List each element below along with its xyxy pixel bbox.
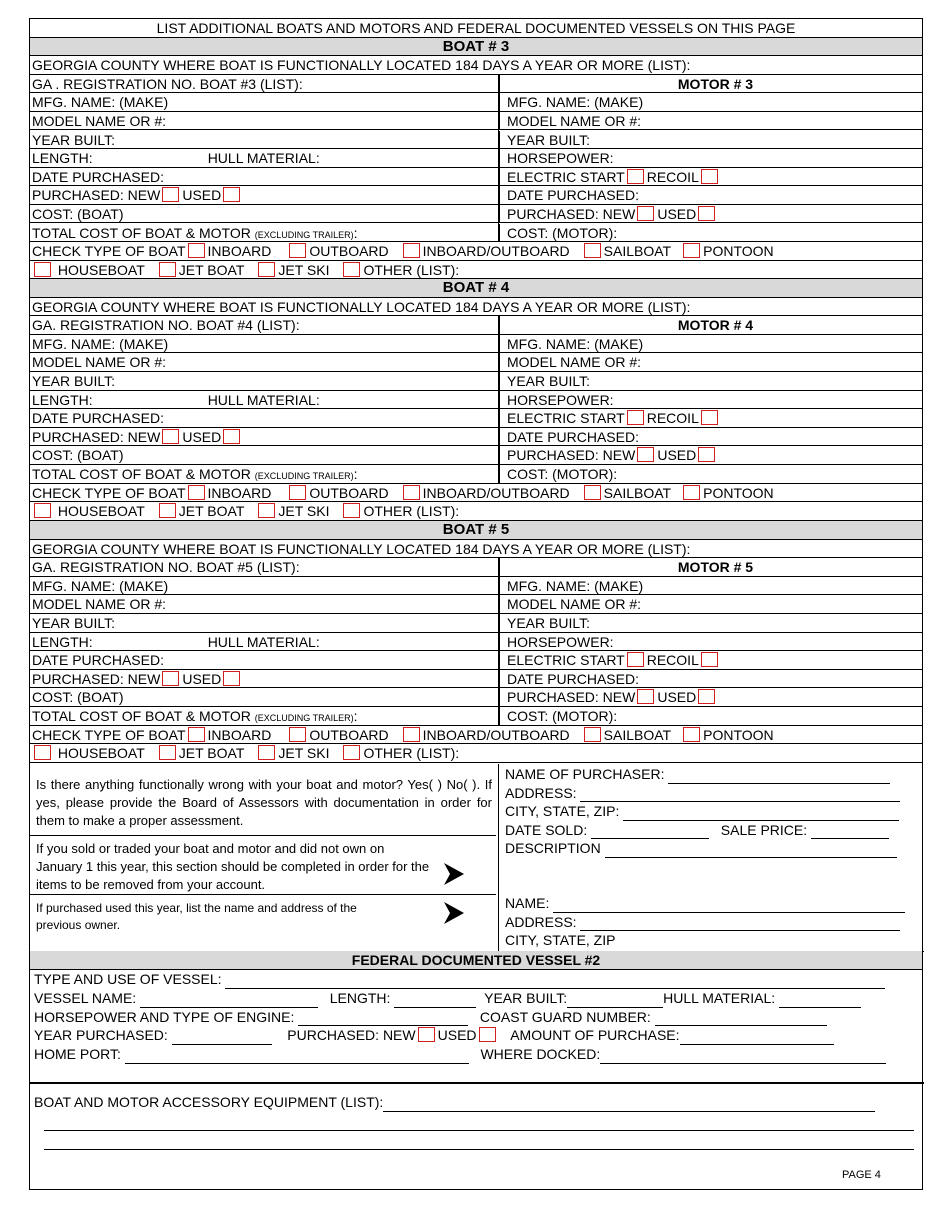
- form-row: [30, 75, 922, 94]
- previous-owner-city-label: CITY, STATE, ZIP: [505, 932, 616, 948]
- vessel-title-text: FEDERAL DOCUMENTED VESSEL #2: [351, 952, 601, 968]
- pontoon-label: PONTOON: [703, 243, 774, 260]
- horsepower-label: HORSEPOWER:: [507, 391, 614, 408]
- boat-used-label: USED: [182, 187, 222, 204]
- form-row: [30, 205, 922, 224]
- form-row: [30, 521, 922, 540]
- boat-used-label: USED: [182, 670, 222, 687]
- vessel-name-label: VESSEL NAME:: [34, 989, 137, 1006]
- houseboat-checkbox[interactable]: [34, 745, 51, 760]
- vessel-used-label: USED: [437, 1027, 477, 1044]
- description-field[interactable]: [605, 845, 897, 858]
- form-row: [30, 428, 922, 447]
- sailboat-checkbox[interactable]: [584, 485, 601, 500]
- hull-label: HULL MATERIAL:: [207, 150, 320, 167]
- form-row: [30, 651, 922, 670]
- inboard-label: INBOARD: [207, 726, 272, 743]
- horsepower-label: HORSEPOWER:: [507, 150, 614, 167]
- purchaser-address-field[interactable]: [580, 789, 900, 802]
- form-row: [30, 224, 922, 243]
- jet-boat-label: JET BOAT: [178, 503, 245, 520]
- form-row: [30, 372, 922, 391]
- boat-new-checkbox[interactable]: [162, 429, 179, 444]
- motor-year-label: YEAR BUILT:: [507, 131, 590, 148]
- other-checkbox[interactable]: [343, 262, 360, 277]
- boat-date-label: DATE PURCHASED:: [32, 410, 164, 427]
- home-port-label: HOME PORT:: [34, 1046, 121, 1063]
- registration-label: GA . REGISTRATION NO. BOAT #3 (LIST):: [32, 75, 303, 92]
- other-label: OTHER (LIST):: [363, 261, 460, 278]
- arrow-right-icon: [442, 861, 466, 887]
- form-row: [30, 633, 922, 652]
- boat-used-checkbox[interactable]: [223, 187, 240, 202]
- boat-date-label: DATE PURCHASED:: [32, 652, 164, 669]
- sale-price-label: SALE PRICE:: [720, 821, 808, 838]
- check-type-label: CHECK TYPE OF BOAT: [32, 484, 186, 501]
- inboard-outboard-checkbox[interactable]: [403, 727, 420, 742]
- arrow-right-icon: [442, 900, 466, 926]
- jet-ski-checkbox[interactable]: [258, 745, 275, 760]
- year-purchased-field[interactable]: [172, 1032, 272, 1045]
- boat-new-checkbox[interactable]: [162, 671, 179, 686]
- houseboat-label: HOUSEBOAT: [57, 745, 145, 762]
- motor-year-label: YEAR BUILT:: [507, 373, 590, 389]
- vessel-block: [34, 970, 918, 1064]
- form-row: [30, 391, 922, 410]
- motor-date-label: DATE PURCHASED:: [507, 670, 639, 687]
- home-port-field[interactable]: [125, 1051, 469, 1064]
- outboard-label: OUTBOARD: [309, 243, 389, 260]
- inboard-outboard-label: INBOARD/OUTBOARD: [422, 726, 570, 743]
- jet-boat-label: JET BOAT: [178, 261, 245, 278]
- horsepower-label: HORSEPOWER:: [507, 633, 614, 650]
- motor-new-checkbox[interactable]: [637, 689, 654, 704]
- boat-used-label: USED: [182, 428, 222, 445]
- boat-model-label: MODEL NAME OR #:: [32, 112, 167, 129]
- year-purchased-label: YEAR PURCHASED:: [34, 1027, 168, 1044]
- houseboat-label: HOUSEBOAT: [57, 503, 145, 520]
- purchaser-name-label: NAME OF PURCHASER:: [505, 766, 665, 782]
- jet-boat-checkbox[interactable]: [159, 503, 176, 518]
- total-colon: :: [353, 708, 358, 724]
- vessel-new-label: PURCHASED: NEW: [287, 1027, 416, 1044]
- motor-used-label: USED: [657, 447, 697, 464]
- houseboat-checkbox[interactable]: [34, 503, 51, 518]
- jet-ski-checkbox[interactable]: [258, 503, 275, 518]
- jet-ski-label: JET SKI: [278, 745, 330, 762]
- form-row: [30, 502, 922, 521]
- inboard-checkbox[interactable]: [188, 727, 205, 742]
- boat-model-label: MODEL NAME OR #:: [32, 354, 167, 371]
- motor-mfg-label: MFG. NAME: (MAKE): [507, 335, 644, 352]
- sale-price-field[interactable]: [811, 826, 889, 839]
- jet-boat-checkbox[interactable]: [159, 745, 176, 760]
- previous-owner-block: [505, 894, 905, 950]
- inboard-checkbox[interactable]: [188, 485, 205, 500]
- form-row: [30, 335, 922, 354]
- condition-question: Is there anything functionally wrong with your boat and motor? Yes( ) No( ). If yes, please provide the Board of Assessors with documentation in order for them to make a proper assessment.: [36, 777, 492, 828]
- hull-label: HULL MATERIAL:: [207, 633, 320, 650]
- jet-ski-label: JET SKI: [278, 503, 330, 520]
- motor-new-label: PURCHASED: NEW: [507, 205, 636, 222]
- boat-used-checkbox[interactable]: [223, 671, 240, 686]
- form-row: [30, 688, 922, 707]
- excluding-trailer-label: (EXCLUDING TRAILER): [254, 229, 354, 240]
- previous-owner-name-field[interactable]: [553, 900, 905, 913]
- sale-section: [30, 764, 924, 952]
- vessel-year-field[interactable]: [567, 995, 663, 1008]
- recoil-label: RECOIL: [646, 168, 699, 185]
- boat-year-label: YEAR BUILT:: [32, 615, 115, 631]
- motor-new-checkbox[interactable]: [637, 206, 654, 221]
- county-label: GEORGIA COUNTY WHERE BOAT IS FUNCTIONALLY LOCATED 184 DAYS A YEAR OR MORE (LIST):: [32, 57, 691, 74]
- check-type-label: CHECK TYPE OF BOAT: [32, 726, 186, 743]
- accessory-label: BOAT AND MOTOR ACCESSORY EQUIPMENT (LIST):: [34, 1094, 384, 1110]
- column-divider: [498, 75, 499, 242]
- form-row: [30, 261, 922, 280]
- motor-used-label: USED: [657, 205, 697, 222]
- motor-used-checkbox[interactable]: [698, 206, 715, 221]
- sailboat-checkbox[interactable]: [584, 243, 601, 258]
- page-number: PAGE 4: [842, 1169, 881, 1181]
- column-divider: [498, 558, 499, 725]
- registration-label: GA. REGISTRATION NO. BOAT #5 (LIST):: [32, 559, 300, 576]
- houseboat-checkbox[interactable]: [34, 262, 51, 277]
- form-row: [30, 56, 922, 75]
- inboard-outboard-label: INBOARD/OUTBOARD: [422, 484, 570, 501]
- purchaser-city-field[interactable]: [623, 808, 899, 821]
- jet-ski-label: JET SKI: [278, 261, 330, 278]
- boat-new-label: PURCHASED: NEW: [32, 187, 161, 204]
- boat-new-checkbox[interactable]: [162, 187, 179, 202]
- length-label: LENGTH:: [32, 150, 93, 167]
- motor-mfg-label: MFG. NAME: (MAKE): [507, 94, 644, 111]
- purchaser-city-label: CITY, STATE, ZIP:: [505, 803, 620, 819]
- cost-boat-label: COST: (BOAT): [32, 689, 124, 706]
- form-row: [30, 540, 922, 559]
- motor-year-label: YEAR BUILT:: [507, 615, 590, 631]
- motor-new-label: PURCHASED: NEW: [507, 689, 636, 706]
- motor-model-label: MODEL NAME OR #:: [507, 354, 642, 371]
- boat-title: BOAT # 5: [442, 521, 510, 538]
- coast-guard-field[interactable]: [655, 1013, 827, 1026]
- sold-note: If you sold or traded your boat and motor and did not own on January 1 this year, this section should be completed in order for the items to be removed from your account.: [36, 841, 430, 892]
- length-label: LENGTH:: [32, 391, 93, 408]
- motor-used-label: USED: [657, 689, 697, 706]
- boat-date-label: DATE PURCHASED:: [32, 168, 164, 185]
- recoil-checkbox[interactable]: [701, 652, 718, 667]
- jet-ski-checkbox[interactable]: [258, 262, 275, 277]
- pontoon-checkbox[interactable]: [683, 243, 700, 258]
- electric-start-checkbox[interactable]: [627, 410, 644, 425]
- jet-boat-checkbox[interactable]: [159, 262, 176, 277]
- sailboat-label: SAILBOAT: [603, 243, 672, 260]
- where-docked-label: WHERE DOCKED:: [480, 1046, 601, 1063]
- form-row: [30, 38, 922, 57]
- form-row: [30, 112, 922, 131]
- column-divider: [498, 316, 499, 483]
- vessel-year-label: YEAR BUILT:: [484, 989, 568, 1006]
- accessory-field-2[interactable]: [44, 1118, 914, 1131]
- purchaser-name-field[interactable]: [668, 771, 890, 784]
- electric-start-checkbox[interactable]: [627, 169, 644, 184]
- boat-new-label: PURCHASED: NEW: [32, 428, 161, 445]
- form-row: [30, 353, 922, 372]
- pontoon-checkbox[interactable]: [683, 485, 700, 500]
- houseboat-label: HOUSEBOAT: [57, 261, 145, 278]
- previous-owner-name-label: NAME:: [505, 895, 550, 911]
- pontoon-label: PONTOON: [703, 726, 774, 743]
- hull-label: HULL MATERIAL:: [207, 391, 320, 408]
- pontoon-label: PONTOON: [703, 484, 774, 501]
- motor-mfg-label: MFG. NAME: (MAKE): [507, 577, 644, 594]
- boat-year-label: YEAR BUILT:: [32, 131, 115, 148]
- total-colon: :: [353, 224, 358, 241]
- vessel-used-checkbox[interactable]: [479, 1027, 496, 1042]
- form-row: [30, 168, 922, 187]
- form-row: [30, 149, 922, 168]
- sailboat-label: SAILBOAT: [603, 484, 672, 501]
- cost-motor-label: COST: (MOTOR):: [507, 708, 618, 724]
- electric-start-checkbox[interactable]: [627, 652, 644, 667]
- coast-guard-label: COAST GUARD NUMBER:: [479, 1008, 651, 1025]
- vessel-new-checkbox[interactable]: [418, 1027, 435, 1042]
- excluding-trailer-label: (EXCLUDING TRAILER): [254, 471, 354, 481]
- used-note: If purchased used this year, list the name and address of the previous owner.: [36, 901, 357, 932]
- vessel-name-field[interactable]: [140, 995, 318, 1008]
- cost-motor-label: COST: (MOTOR):: [507, 224, 618, 241]
- type-use-label: TYPE AND USE OF VESSEL:: [34, 971, 222, 987]
- inboard-outboard-label: INBOARD/OUTBOARD: [422, 243, 570, 260]
- boat-mfg-label: MFG. NAME: (MAKE): [32, 335, 169, 352]
- form-row: [30, 409, 922, 428]
- total-cost-label: TOTAL COST OF BOAT & MOTOR: [32, 224, 251, 241]
- form-row: [30, 595, 922, 614]
- boat-mfg-label: MFG. NAME: (MAKE): [32, 577, 169, 594]
- check-type-label: CHECK TYPE OF BOAT: [32, 243, 186, 260]
- outboard-label: OUTBOARD: [309, 484, 389, 501]
- registration-label: GA. REGISTRATION NO. BOAT #4 (LIST):: [32, 317, 300, 334]
- form-row: [30, 465, 922, 484]
- cost-boat-label: COST: (BOAT): [32, 205, 124, 222]
- recoil-checkbox[interactable]: [701, 410, 718, 425]
- date-sold-label: DATE SOLD:: [505, 821, 588, 838]
- amount-field[interactable]: [680, 1032, 834, 1045]
- form-row: [30, 614, 922, 633]
- recoil-label: RECOIL: [646, 652, 699, 669]
- motor-model-label: MODEL NAME OR #:: [507, 596, 642, 613]
- vessel-hull-label: HULL MATERIAL:: [663, 989, 776, 1006]
- county-label: GEORGIA COUNTY WHERE BOAT IS FUNCTIONALLY LOCATED 184 DAYS A YEAR OR MORE (LIST):: [32, 298, 691, 315]
- date-sold-field[interactable]: [591, 826, 709, 839]
- type-use-field[interactable]: [225, 976, 885, 989]
- boat-title: BOAT # 4: [442, 279, 510, 296]
- form-row: [30, 558, 922, 577]
- outboard-checkbox[interactable]: [289, 485, 306, 500]
- boat-year-label: YEAR BUILT:: [32, 373, 115, 389]
- motor-used-checkbox[interactable]: [698, 447, 715, 462]
- cost-motor-label: COST: (MOTOR):: [507, 466, 618, 482]
- inboard-outboard-checkbox[interactable]: [403, 485, 420, 500]
- motor-new-label: PURCHASED: NEW: [507, 447, 636, 464]
- form-row: [30, 316, 922, 335]
- form-row: [30, 484, 922, 503]
- other-label: OTHER (LIST):: [363, 745, 460, 762]
- inboard-label: INBOARD: [207, 484, 272, 501]
- previous-owner-address-label: ADDRESS:: [505, 913, 577, 930]
- motor-model-label: MODEL NAME OR #:: [507, 112, 642, 129]
- motor-date-label: DATE PURCHASED:: [507, 428, 639, 445]
- sailboat-checkbox[interactable]: [584, 727, 601, 742]
- inboard-outboard-checkbox[interactable]: [403, 243, 420, 258]
- form-row: [30, 707, 922, 726]
- amount-label: AMOUNT OF PURCHASE:: [510, 1027, 680, 1044]
- where-docked-field[interactable]: [600, 1051, 886, 1064]
- vessel-hull-field[interactable]: [779, 995, 861, 1008]
- inboard-label: INBOARD: [207, 243, 272, 260]
- accessory-block: [34, 1093, 918, 1150]
- form-row: [30, 577, 922, 596]
- inboard-checkbox[interactable]: [188, 243, 205, 258]
- purchaser-address-label: ADDRESS:: [505, 784, 577, 801]
- length-label: LENGTH:: [32, 633, 93, 650]
- motor-title: MOTOR # 3: [677, 75, 754, 92]
- boat-title: BOAT # 3: [442, 37, 510, 55]
- motor-new-checkbox[interactable]: [637, 447, 654, 462]
- total-cost-label: TOTAL COST OF BOAT & MOTOR: [32, 466, 251, 482]
- outboard-checkbox[interactable]: [289, 727, 306, 742]
- form-row: [30, 726, 922, 745]
- motor-used-checkbox[interactable]: [698, 689, 715, 704]
- form-row: [30, 670, 922, 689]
- vessel-length-label: LENGTH:: [329, 989, 391, 1006]
- form-row: [30, 131, 922, 150]
- form-header: [30, 19, 922, 38]
- other-checkbox[interactable]: [343, 503, 360, 518]
- purchaser-block: [505, 765, 900, 858]
- motor-title: MOTOR # 5: [677, 559, 754, 576]
- vessel-length-field[interactable]: [394, 995, 476, 1008]
- electric-start-label: ELECTRIC START: [507, 168, 625, 185]
- outboard-label: OUTBOARD: [309, 726, 389, 743]
- boat-new-label: PURCHASED: NEW: [32, 670, 161, 687]
- accessory-field-1[interactable]: [383, 1099, 875, 1112]
- jet-boat-label: JET BOAT: [178, 745, 245, 762]
- form-row: [30, 242, 922, 261]
- recoil-label: RECOIL: [646, 410, 699, 427]
- boat-model-label: MODEL NAME OR #:: [32, 596, 167, 613]
- form-row: [30, 446, 922, 465]
- vessel-title: [30, 951, 922, 970]
- vessel-horsepower-label: HORSEPOWER AND TYPE OF ENGINE:: [34, 1008, 295, 1025]
- boat-mfg-label: MFG. NAME: (MAKE): [32, 94, 169, 111]
- pontoon-checkbox[interactable]: [683, 727, 700, 742]
- form-row: [30, 186, 922, 205]
- previous-owner-address-field[interactable]: [580, 918, 900, 931]
- form-row: [30, 744, 922, 763]
- other-label: OTHER (LIST):: [363, 503, 460, 520]
- outboard-checkbox[interactable]: [289, 243, 306, 258]
- total-colon: :: [353, 466, 358, 482]
- boat-used-checkbox[interactable]: [223, 429, 240, 444]
- other-checkbox[interactable]: [343, 745, 360, 760]
- sailboat-label: SAILBOAT: [603, 726, 672, 743]
- electric-start-label: ELECTRIC START: [507, 652, 625, 669]
- total-cost-label: TOTAL COST OF BOAT & MOTOR: [32, 708, 251, 724]
- accessory-field-3[interactable]: [44, 1137, 914, 1150]
- recoil-checkbox[interactable]: [701, 169, 718, 184]
- tax-form: [29, 18, 923, 1190]
- form-row: [30, 93, 922, 112]
- form-row: [30, 298, 922, 317]
- header-text: LIST ADDITIONAL BOATS AND MOTORS AND FEDERAL DOCUMENTED VESSELS ON THIS PAGE: [156, 20, 796, 36]
- description-label: DESCRIPTION: [505, 840, 601, 856]
- excluding-trailer-label: (EXCLUDING TRAILER): [254, 713, 354, 723]
- electric-start-label: ELECTRIC START: [507, 410, 625, 427]
- motor-title: MOTOR # 4: [677, 317, 754, 334]
- county-label: GEORGIA COUNTY WHERE BOAT IS FUNCTIONALLY LOCATED 184 DAYS A YEAR OR MORE (LIST):: [32, 540, 691, 557]
- form-row: [30, 279, 922, 298]
- motor-date-label: DATE PURCHASED:: [507, 187, 639, 204]
- vessel-horsepower-field[interactable]: [298, 1013, 468, 1026]
- cost-boat-label: COST: (BOAT): [32, 447, 124, 464]
